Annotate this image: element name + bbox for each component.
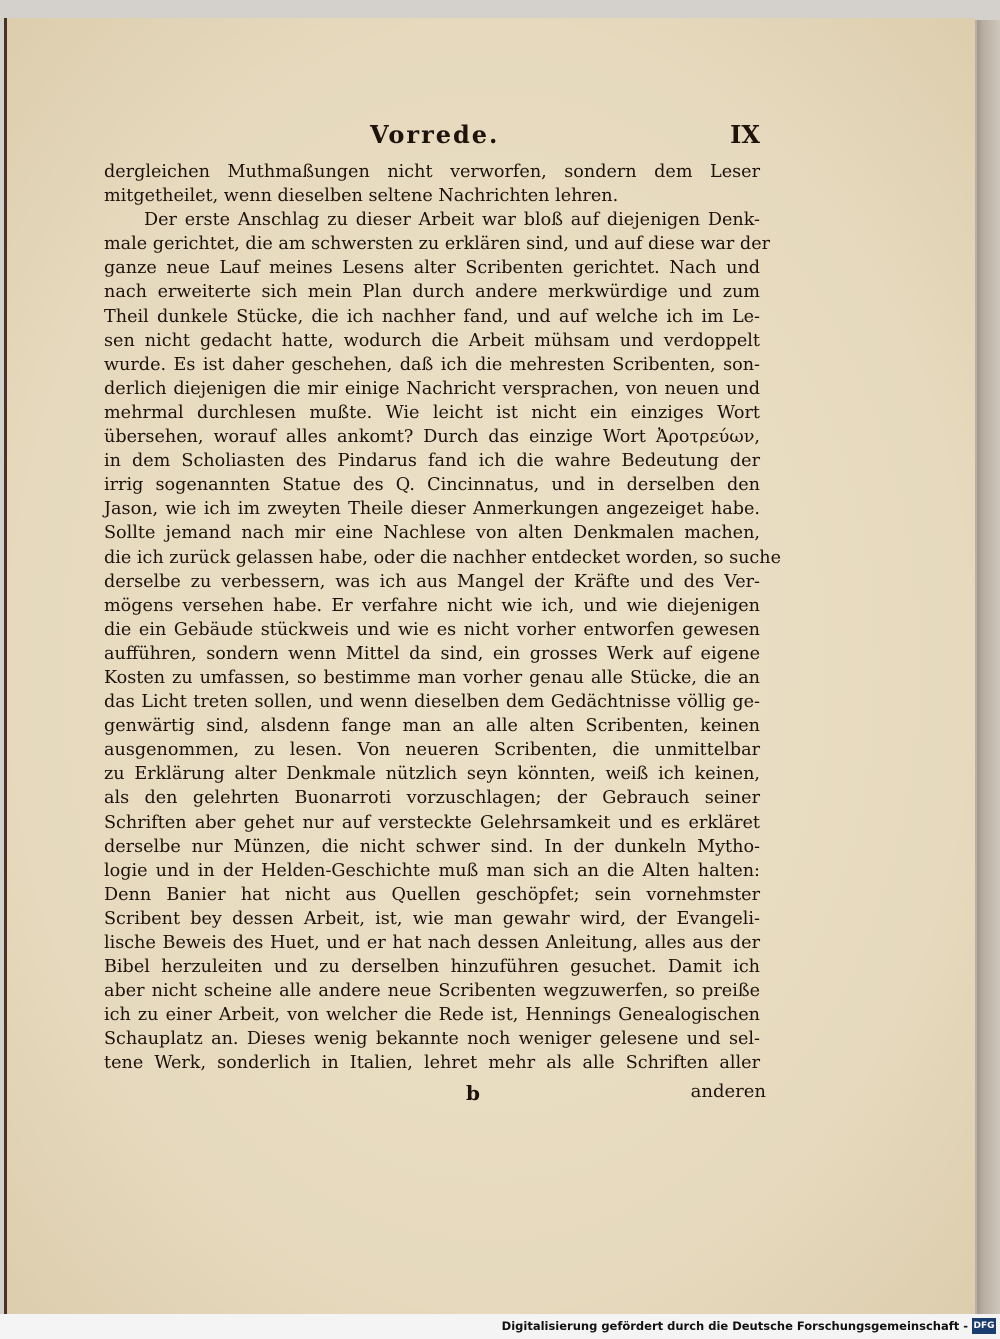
body-text <box>104 160 782 1076</box>
text-line: ich zu einer Arbeit, von welcher die Rede ist, Hennings Genealogischen <box>104 1005 760 1026</box>
page-number: IX <box>730 120 760 149</box>
text-line: lische Beweis des Huet, und er hat nach dessen Anleitung, alles aus der <box>104 933 760 953</box>
catchword: anderen <box>690 1081 766 1102</box>
text-line: Theil dunkele Stücke, die ich nachher fand, und auf welche ich im Le- <box>104 306 760 327</box>
text-line: derlich diejenigen die mir einige Nachricht versprachen, von neuen und <box>104 378 760 399</box>
text-line: irrig sogenannten Statue des Q. Cincinnatus, und in derselben den <box>104 475 760 496</box>
text-line: genwärtig sind, alsdenn fange man an alle alten Scribenten, keinen <box>104 716 760 737</box>
text-line: zu Erklärung alter Denkmale nützlich seyn könnten, weiß ich keinen, <box>104 764 760 785</box>
text-line: derselbe zu verbessern, was ich aus Mangel der Kräfte und des Ver- <box>104 571 760 592</box>
signature-mark: b <box>466 1081 480 1105</box>
text-line: sen nicht gedacht hatte, wodurch die Arbeit mühsam und verdoppelt <box>104 330 760 351</box>
text-line: mögens versehen habe. Er verfahre nicht wie ich, und wie diejenigen <box>104 595 760 616</box>
text-line: Jason, wie ich im zweyten Theile dieser Anmerkungen angezeiget habe. <box>104 499 760 520</box>
text-line: logie und in der Helden-Geschichte muß man sich an die Alten halten: <box>104 860 760 881</box>
text-line: in dem Scholiasten des Pindarus fand ich die wahre Bedeutung der <box>104 451 760 472</box>
text-line: dergleichen Muthmaßungen nicht verworfen, sondern dem Leser <box>104 162 760 182</box>
text-line: das Licht treten sollen, und wenn dieselben dem Gedächtnisse völlig ge- <box>104 692 760 713</box>
text-line: aufführen, sondern wenn Mittel da sind, ein grosses Werk auf eigene <box>104 643 760 664</box>
text-line: ausgenommen, zu lesen. Von neueren Scribenten, die unmittelbar <box>104 740 760 761</box>
text-line: als den gelehrten Buonarroti vorzuschlagen; der Gebrauch seiner <box>104 788 760 809</box>
book-spine-edge <box>972 20 1000 1314</box>
text-line: ganze neue Lauf meines Lesens alter Scribenten gerichtet. Nach und <box>104 258 760 279</box>
text-line: derselbe nur Münzen, die nicht schwer sind. In der dunkeln Mytho- <box>104 836 760 857</box>
footer-bar <box>0 1314 1000 1339</box>
running-head <box>360 120 760 156</box>
text-line: tene Werk, sonderlich in Italien, lehret mehr als alle Schriften aller <box>104 1053 760 1074</box>
text-line: Kosten zu umfassen, so bestimme man vorher genau alle Stücke, die an <box>104 667 760 688</box>
text-line: die ich zurück gelassen habe, oder die nachher entdecket worden, so suche <box>104 547 782 568</box>
text-line: male gerichtet, die am schwersten zu erklären sind, und auf diese war der <box>104 234 771 255</box>
text-line: Schriften aber gehet nur auf versteckte Gelehrsamkeit und es erkläret <box>104 812 760 833</box>
text-line: Schauplatz an. Dieses wenig bekannte noch weniger gelesene und sel- <box>104 1029 760 1050</box>
funding-credit: Digitalisierung gefördert durch die Deutsche Forschungsgemeinschaft - <box>501 1319 968 1333</box>
text-line: übersehen, worauf alles ankomt? Durch das einzige Wort Ἀροτρεύων, <box>104 427 760 448</box>
text-line: die ein Gebäude stückweis und wie es nicht vorher entworfen gewesen <box>104 619 760 640</box>
text-line: Denn Banier hat nicht aus Quellen geschöpfet; sein vornehmster <box>104 884 760 905</box>
text-line: aber nicht scheine alle andere neue Scribenten wegzuwerfen, so preiße <box>104 981 760 1002</box>
running-title: Vorrede. <box>370 120 500 149</box>
text-line: mitgetheilet, wenn dieselben seltene Nachrichten lehren. <box>104 186 619 207</box>
text-line: Bibel herzuleiten und zu derselben hinzuführen gesuchet. Damit ich <box>104 957 760 978</box>
text-line: wurde. Es ist daher geschehen, daß ich die mehresten Scribenten, son- <box>104 354 760 375</box>
text-line: Scribent bey dessen Arbeit, ist, wie man gewahr wird, der Evangeli- <box>104 908 760 929</box>
text-line: nach erweiterte sich mein Plan durch andere merkwürdige und zum <box>104 282 760 303</box>
dfg-logo: DFG <box>972 1318 996 1334</box>
text-line: Der erste Anschlag zu dieser Arbeit war bloß auf diejenigen Denk- <box>144 210 760 231</box>
text-line: Sollte jemand nach mir eine Nachlese von alten Denkmalen machen, <box>104 523 760 544</box>
text-line: mehrmal durchlesen mußte. Wie leicht ist nicht ein einziges Wort <box>104 402 760 423</box>
